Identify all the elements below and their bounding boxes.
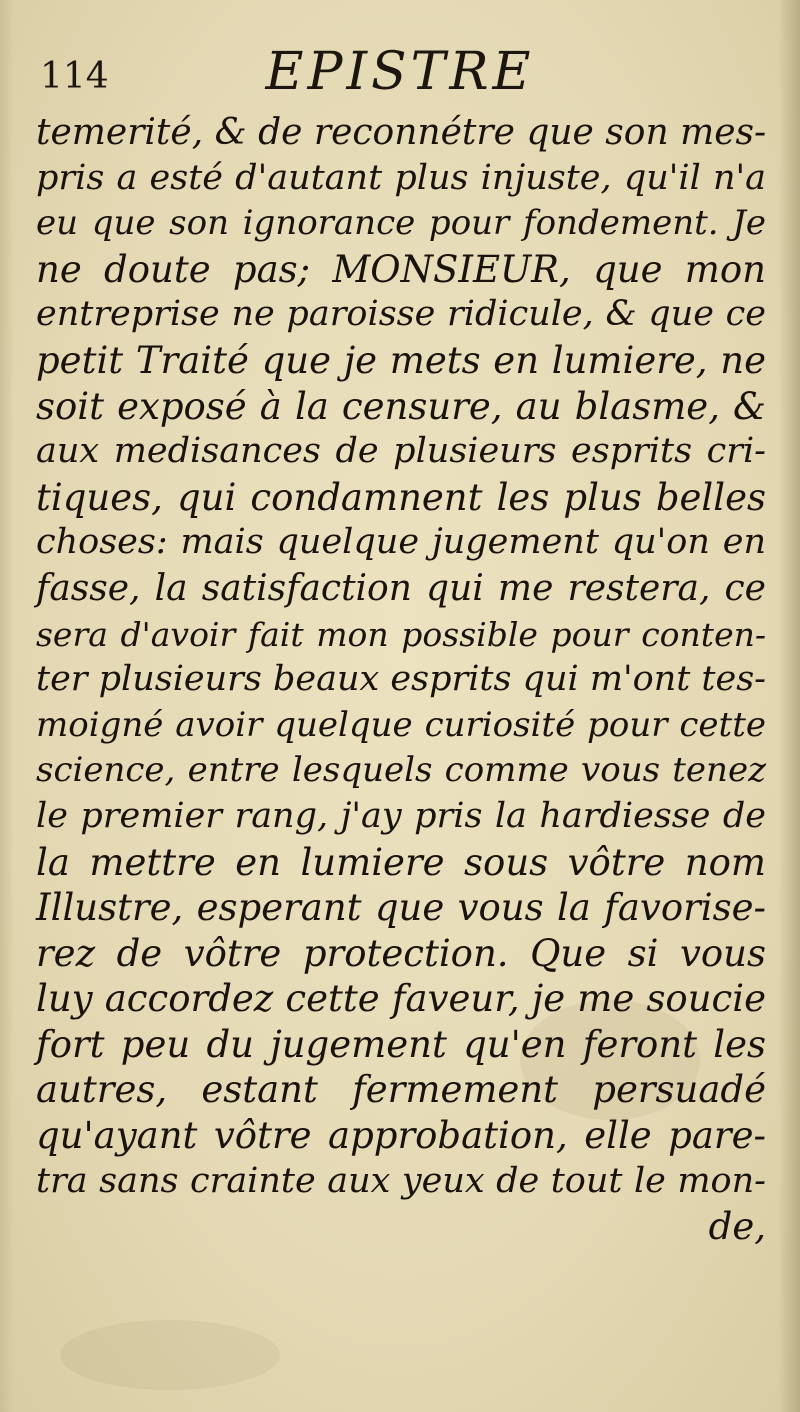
text-line: tiques, qui condamnent les plus belles: [36, 475, 766, 519]
text-line: temerité, & de reconnétre que son mes-: [36, 112, 767, 153]
text-line: choses: mais quelque jugement qu'on en: [36, 522, 766, 563]
text-line: pris a esté d'autant plus injuste, qu'il n'a: [36, 157, 766, 198]
catchword: de,: [708, 1205, 766, 1249]
text-line: la mettre en lumiere sous vôtre nom: [36, 840, 766, 884]
page-left-edge-shadow: [0, 0, 14, 1412]
text-line: petit Traité que je mets en lumiere, ne: [36, 338, 766, 382]
text-line: fasse, la satisfaction qui me restera, ce: [36, 567, 766, 609]
page-number: 114: [40, 56, 109, 97]
text-line: moigné avoir quelque curiosité pour cette: [36, 704, 766, 745]
paper-stain: [60, 1320, 280, 1390]
page-right-edge-shadow: [778, 0, 800, 1412]
text-line: autres, estant fermement persuadé: [36, 1068, 766, 1112]
text-line: tra sans crainte aux yeux de tout le mon-: [36, 1160, 766, 1201]
text-line: aux medisances de plusieurs esprits cri-: [36, 431, 766, 472]
text-line: fort peu du jugement qu'en feront les: [36, 1022, 766, 1066]
text-line: ne doute pas; MONSIEUR, que mon: [36, 247, 766, 291]
text-line: eu que son ignorance pour fondement. Je: [36, 203, 766, 244]
text-line: soit exposé à la censure, au blasme, &: [36, 384, 766, 428]
text-line: sera d'avoir fait mon possible pour conten-: [36, 614, 766, 654]
text-line: le premier rang, j'ay pris la hardiesse de: [36, 795, 766, 836]
text-line: qu'ayant vôtre approbation, elle pare-: [36, 1114, 766, 1158]
text-line: entreprise ne paroisse ridicule, & que ce: [36, 294, 766, 335]
text-line: luy accordez cette faveur, je me soucie: [36, 977, 766, 1021]
text-line: Illustre, esperant que vous la favorise-: [36, 886, 766, 930]
text-line: rez de vôtre protection. Que si vous: [36, 931, 766, 975]
text-line: ter plusieurs beaux esprits qui m'ont tes-: [36, 659, 766, 700]
body-text: [36, 110, 766, 1250]
page-heading: EPISTRE: [265, 42, 535, 102]
running-head: [30, 38, 770, 108]
text-line: science, entre lesquels comme vous tenez: [36, 750, 766, 791]
